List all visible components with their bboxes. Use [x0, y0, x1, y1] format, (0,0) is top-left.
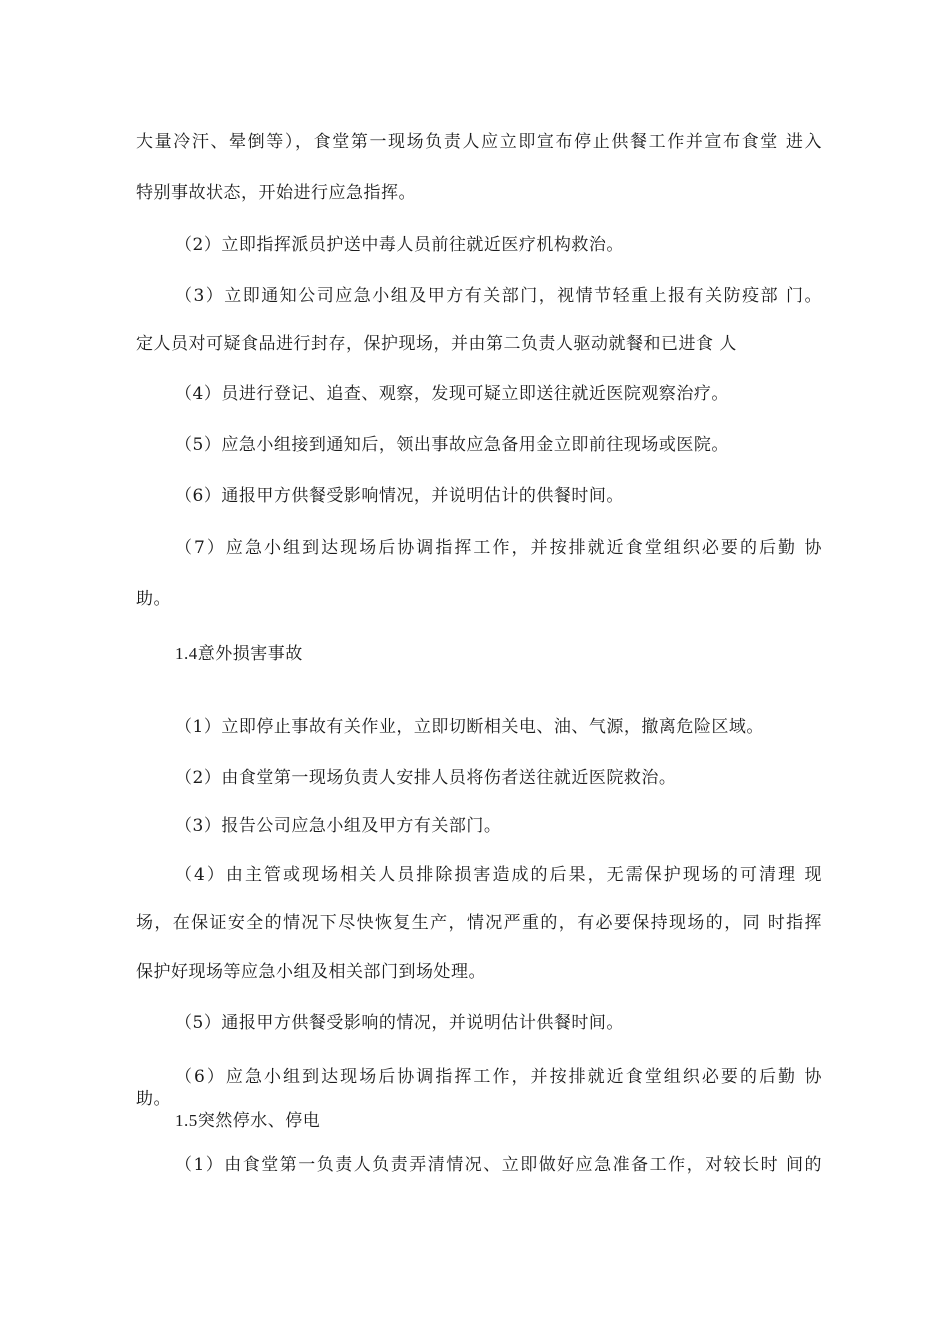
section-heading-1-4: 1.4意外损害事故 — [175, 644, 303, 663]
list-item-5: （5）应急小组接到通知后，领出事故应急备用金立即前往现场或医院。 — [175, 435, 729, 455]
list-item-3: （3）立即通知公司应急小组及甲方有关部门，视情节轻重上报有关防疫部 门。 — [175, 286, 822, 306]
list-item-3: （3）报告公司应急小组及甲方有关部门。 — [175, 816, 502, 836]
list-item-6: （6）通报甲方供餐受影响情况，并说明估计的供餐时间。 — [175, 486, 624, 506]
list-item-4: （4）员进行登记、追查、观察，发现可疑立即送往就近医院观察治疗。 — [175, 384, 729, 404]
body-text-line: 保护好现场等应急小组及相关部门到场处理。 — [136, 962, 486, 982]
body-text-line: 场，在保证安全的情况下尽快恢复生产，情况严重的，有必要保持现场的，同 时指挥 — [136, 913, 822, 933]
body-text-line: 定人员对可疑食品进行封存，保护现场，并由第二负责人驱动就餐和已进食 人 — [136, 334, 737, 354]
list-item-1: （1）立即停止事故有关作业，立即切断相关电、油、气源，撤离危险区域。 — [175, 717, 764, 737]
body-text-line: 大量冷汗、晕倒等），食堂第一现场负责人应立即宣布停止供餐工作并宣布食堂 进入 — [136, 132, 822, 152]
list-item-2: （2）由食堂第一现场负责人安排人员将伤者送往就近医院救治。 — [175, 768, 677, 788]
body-text-line: 助。 — [136, 589, 171, 609]
list-item-7: （7）应急小组到达现场后协调指挥工作，并按排就近食堂组织必要的后勤 协 — [175, 538, 822, 558]
list-item-6: （6）应急小组到达现场后协调指挥工作，并按排就近食堂组织必要的后勤 协 — [175, 1067, 822, 1087]
section-heading-1-5: 1.5突然停水、停电 — [175, 1111, 321, 1130]
list-item-4: （4）由主管或现场相关人员排除损害造成的后果，无需保护现场的可清理 现 — [175, 865, 822, 885]
body-text-line: 助。 — [136, 1089, 171, 1109]
list-item-2: （2）立即指挥派员护送中毒人员前往就近医疗机构救治。 — [175, 235, 624, 255]
list-item-5: （5）通报甲方供餐受影响的情况，并说明估计供餐时间。 — [175, 1013, 624, 1033]
list-item-1: （1）由食堂第一负责人负责弄清情况、立即做好应急准备工作，对较长时 间的 — [175, 1155, 822, 1175]
body-text-line: 特别事故状态，开始进行应急指挥。 — [136, 183, 416, 203]
